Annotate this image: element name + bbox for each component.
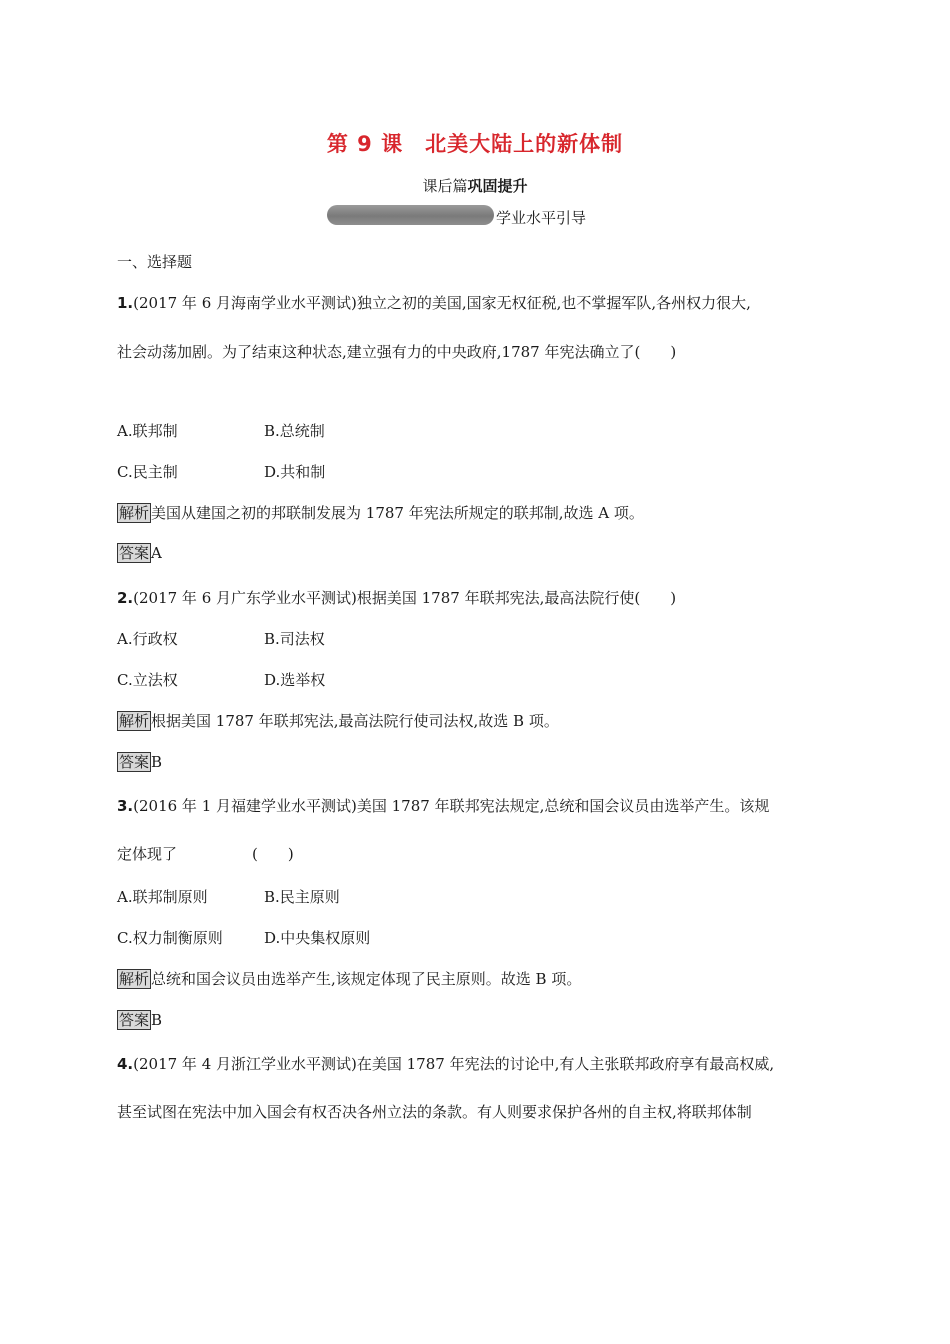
question-1-analysis (117, 502, 644, 523)
subtitle-bold: 巩固提升 (467, 177, 528, 195)
question-2-option-row-1 (117, 628, 325, 649)
question-2-analysis (117, 710, 559, 731)
question-3-number: 3. (117, 797, 134, 815)
question-2-answer (117, 752, 162, 772)
question-3-line-2: 定体现了 ( ) (117, 845, 294, 863)
question-3-answer (117, 1010, 162, 1030)
question-1-line-2: 社会动荡加剧。为了结束这种状态,建立强有力的中央政府,1787 年宪法确立了( ) (117, 343, 677, 361)
option-b[interactable]: B.民主原则 (264, 888, 340, 906)
answer-tag: 答案 (119, 544, 150, 562)
analysis-tag: 解析 (119, 970, 150, 988)
section-banner-label: 学业水平引导 (496, 209, 587, 227)
answer-value: A (151, 544, 162, 562)
question-4-line-2: 甚至试图在宪法中加入国会有权否决各州立法的条款。有人则要求保护各州的自主权,将联邦体制 (117, 1103, 752, 1121)
analysis-tag: 解析 (119, 712, 150, 730)
option-a[interactable]: A.联邦制原则 (117, 888, 208, 906)
question-2-line-1 (117, 587, 676, 608)
question-2-stem-1: (2017 年 6 月广东学业水平测试)根据美国 1787 年联邦宪法,最高法院行使( ) (133, 589, 677, 607)
question-3-analysis (117, 968, 581, 989)
option-d[interactable]: D.中央集权原则 (264, 929, 371, 947)
answer-tag: 答案 (119, 1011, 150, 1029)
lesson-title: 第 9 课 北美大陆上的新体制 (326, 132, 624, 156)
question-1-option-row-2 (117, 461, 326, 482)
question-1-line-1 (117, 292, 751, 313)
answer-value: B (151, 753, 163, 771)
option-a[interactable]: A.联邦制 (117, 422, 178, 440)
analysis-tag: 解析 (119, 504, 150, 522)
section-banner-bar (327, 205, 494, 225)
option-d[interactable]: D.共和制 (264, 463, 326, 481)
question-1-option-row-1 (117, 420, 325, 441)
question-2-option-row-2 (117, 669, 326, 690)
question-2-number: 2. (117, 589, 134, 607)
option-c[interactable]: C.立法权 (117, 671, 178, 689)
subtitle-prefix: 课后篇 (422, 177, 468, 195)
lesson-subtitle (0, 175, 950, 196)
section-heading: 一、选择题 (117, 253, 193, 271)
answer-value: B (151, 1011, 163, 1029)
question-1-number: 1. (117, 294, 134, 312)
option-b[interactable]: B.司法权 (264, 630, 325, 648)
question-1-answer (117, 543, 162, 563)
analysis-text: 美国从建国之初的邦联制发展为 1787 年宪法所规定的联邦制,故选 A 项。 (151, 504, 644, 522)
question-4-line-1 (117, 1053, 774, 1074)
option-d[interactable]: D.选举权 (264, 671, 326, 689)
option-c[interactable]: C.权力制衡原则 (117, 929, 223, 947)
option-c[interactable]: C.民主制 (117, 463, 178, 481)
option-a[interactable]: A.行政权 (117, 630, 178, 648)
question-3-line-1 (117, 795, 769, 816)
analysis-text: 根据美国 1787 年联邦宪法,最高法院行使司法权,故选 B 项。 (151, 712, 559, 730)
question-3-option-row-1 (117, 886, 340, 907)
answer-tag: 答案 (119, 753, 150, 771)
analysis-text: 总统和国会议员由选举产生,该规定体现了民主原则。故选 B 项。 (151, 970, 582, 988)
question-4-stem-1: (2017 年 4 月浙江学业水平测试)在美国 1787 年宪法的讨论中,有人主张联邦政府享有最高权威, (133, 1055, 775, 1073)
option-b[interactable]: B.总统制 (264, 422, 325, 440)
question-1-stem-1: (2017 年 6 月海南学业水平测试)独立之初的美国,国家无权征税,也不掌握军队,各州权力很大, (133, 294, 751, 312)
question-3-option-row-2 (117, 927, 371, 948)
question-3-stem-1: (2016 年 1 月福建学业水平测试)美国 1787 年联邦宪法规定,总统和国会议员由选举产生。该规 (133, 797, 770, 815)
question-4-number: 4. (117, 1055, 134, 1073)
